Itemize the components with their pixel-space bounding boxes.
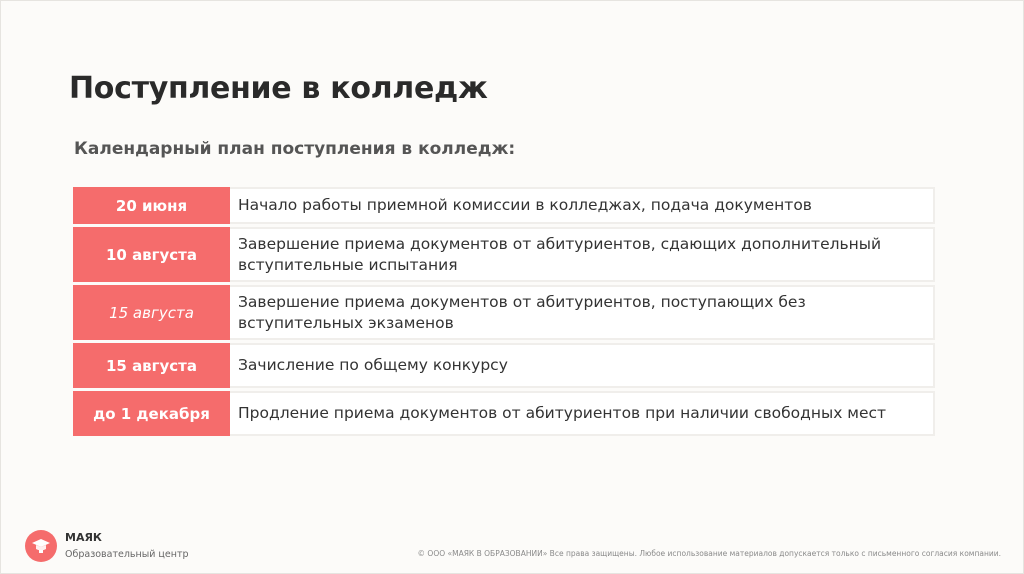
logo xyxy=(25,530,57,562)
page-subtitle: Календарный план поступления в колледж: xyxy=(74,139,516,159)
schedule-date: 20 июня xyxy=(73,187,230,224)
brand-subtitle: Образовательный центр xyxy=(65,549,189,560)
schedule-date: 15 августа xyxy=(73,343,230,388)
schedule-row xyxy=(73,187,935,224)
schedule-row xyxy=(73,343,935,388)
copyright-notice: © ООО «МАЯК В ОБРАЗОВАНИИ» Все права защищены. Любое использование материалов допускается только с письменного согласия компании. xyxy=(417,549,1001,558)
schedule-description: Завершение приема документов от абитуриентов, поступающих без вступительных экзаменов xyxy=(230,285,935,340)
schedule-row xyxy=(73,227,935,282)
page-title: Поступление в колледж xyxy=(69,71,488,106)
schedule-row xyxy=(73,391,935,436)
schedule-description: Завершение приема документов от абитуриентов, сдающих дополнительный вступительные испытания xyxy=(230,227,935,282)
graduation-cap-icon xyxy=(31,536,51,556)
schedule-description: Зачисление по общему конкурсу xyxy=(230,343,935,388)
schedule-date: 15 августа xyxy=(73,285,230,340)
schedule-table xyxy=(73,187,935,439)
schedule-date: до 1 декабря xyxy=(73,391,230,436)
brand-name: МАЯК xyxy=(65,531,102,544)
schedule-row xyxy=(73,285,935,340)
schedule-description: Продление приема документов от абитуриентов при наличии свободных мест xyxy=(230,391,935,436)
schedule-date: 10 августа xyxy=(73,227,230,282)
schedule-description: Начало работы приемной комиссии в колледжах, подача документов xyxy=(230,187,935,224)
